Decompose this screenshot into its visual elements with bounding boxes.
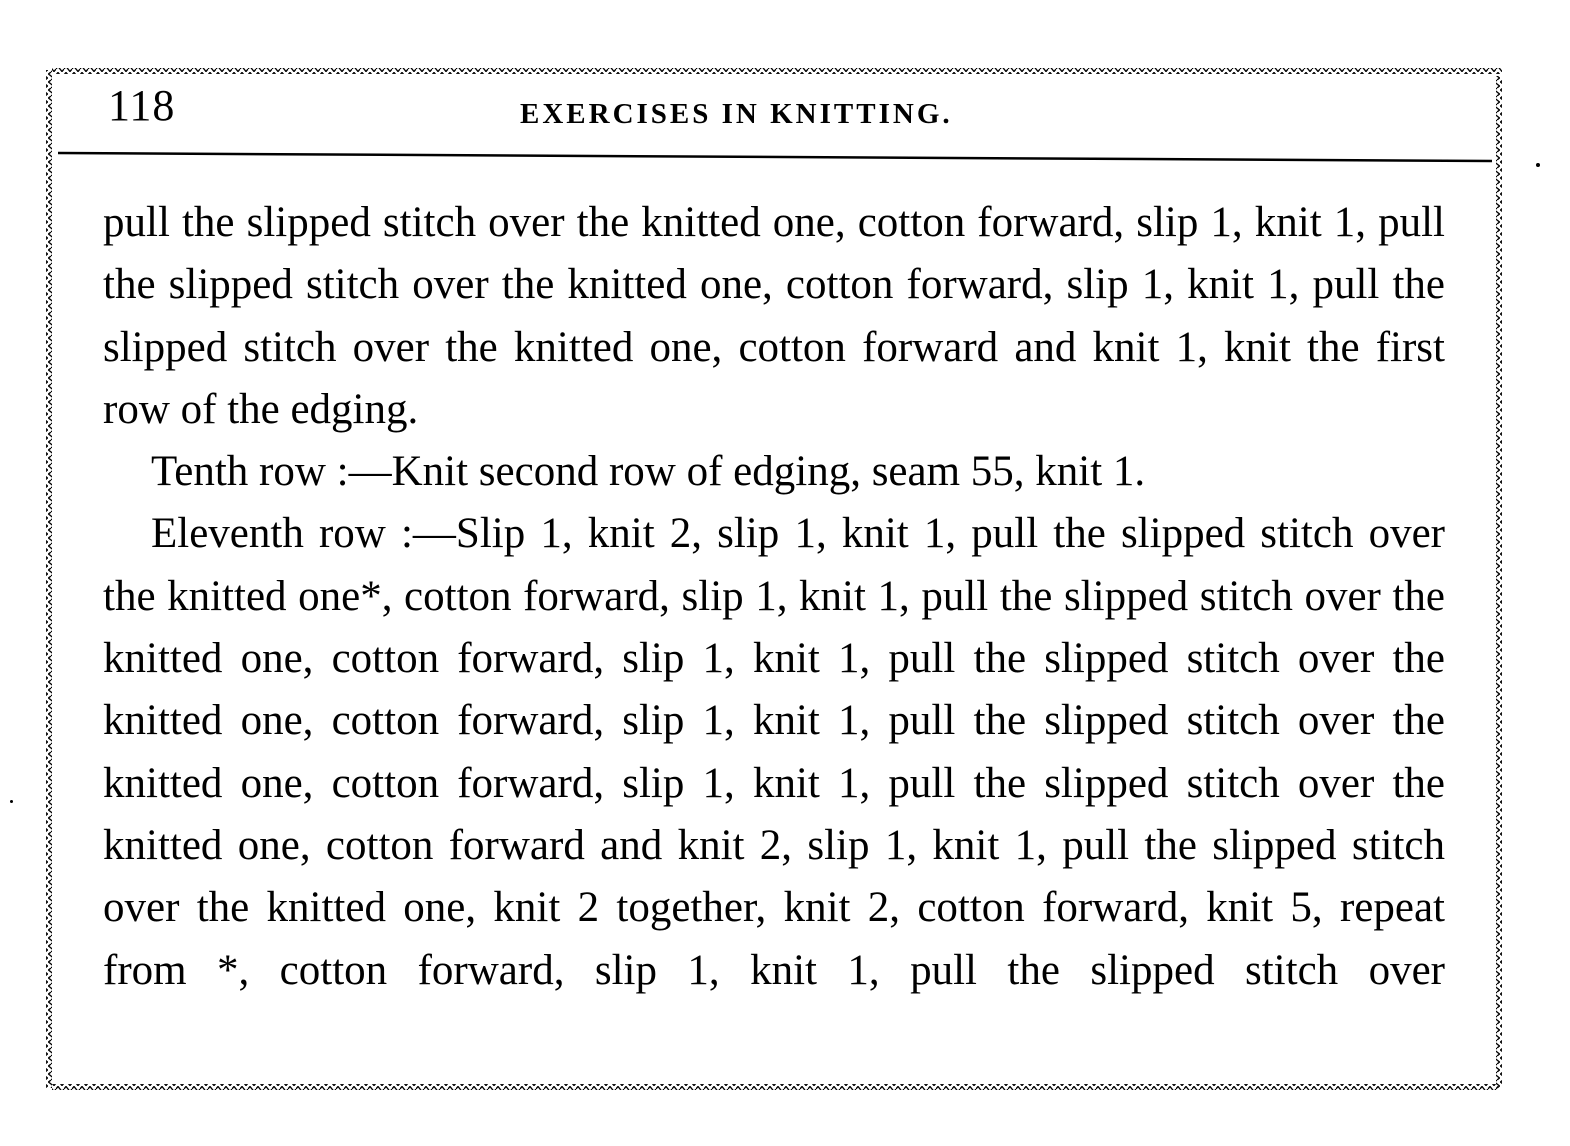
border-bottom — [52, 1084, 1498, 1090]
stray-mark-left — [10, 800, 13, 803]
stray-mark-right — [1536, 163, 1540, 167]
paragraph-tenth-row: Tenth row :—Knit second row of edging, seam 55, knit 1. — [151, 448, 1146, 496]
border-right — [1496, 76, 1502, 1088]
paragraph-continuation: pull the slipped stitch over the knitted one, cotton forward, slip 1, knit 1, pull the slipped stitch over the knitted one, cotton forward, slip 1, knit 1, pull the slipped stitch over the knitted one, cotton forward and knit 1, knit the first row of the edging. — [103, 199, 1445, 433]
border-top — [52, 68, 1502, 74]
body-text — [103, 192, 1445, 1002]
border-left — [46, 70, 52, 1088]
header-rule — [58, 153, 1492, 161]
running-title: EXERCISES IN KNITTING. — [520, 98, 953, 130]
page-number: 118 — [108, 81, 176, 130]
paragraph-eleventh-row: Eleventh row :—Slip 1, knit 2, slip 1, knit 1, pull the slipped stitch over the knitted one*, cotton forward, slip 1, knit 1, pull the slipped stitch over the knitted one, cotton forward, slip 1, knit 1, pull the slipped stitch over the knitted one, cotton forward, slip 1, knit 1, pull the slipped stitch over the knitted one, cotton forward, slip 1, knit 1, pull the slipped stitch over the knitted one, cotton forward and knit 2, slip 1, knit 1, pull the slipped stitch over the knitted one, knit 2 together, knit 2, cotton forward, knit 5, repeat from *, cotton forward, slip 1, knit 1, pull the slipped stitch over — [103, 510, 1445, 994]
